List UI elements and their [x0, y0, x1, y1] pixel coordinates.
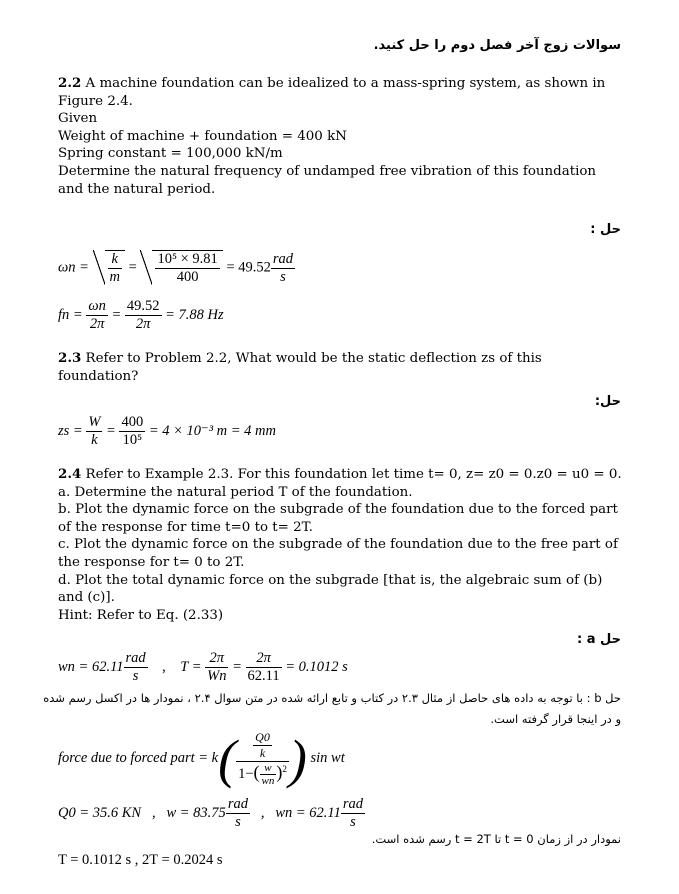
problem-2-3: 2.3 Refer to Problem 2.2, What would be the static deflection zs of this foundation? — [58, 350, 542, 384]
hint: Hint: Refer to Eq. (2.33) — [58, 607, 224, 623]
spring-line: Spring constant = 100,000 kN/m — [58, 146, 283, 162]
problem-2-4: 2.4 Refer to Example 2.3. For this foundation let time t= 0, z= z0 = 0.z0 = u0 = 0. a. Determine the natural period T of the foundation. b. Plot the dynamic force on the subgrade of the foundation due to the forced part of the response for time t=0 to t= 2T. c. Plot the dynamic force on the subgrade of the foundation due to the free part of the response for t= 0 to 2T. d. Plot the total dynamic force on the subgrade [that is, the algebraic sum of (b) and (c)]. Hint: Refer to Eq. (2.33) — [58, 466, 622, 623]
part-a: a. Determine the natural period T of the foundation. — [58, 484, 413, 500]
part-c: c. Plot the dynamic force on the subgrade of the foundation due to the free part of the response for t= 0 to 2T. — [58, 537, 618, 570]
equation-zs: zs = $\frac{W}{k}$ = $\frac{400}{\text{10⁵}}$ = 4 × 10⁻³ m = 4 mm — [58, 414, 276, 448]
solution-b-text: حل b : با توجه به داده های حاصل از مثال ۲.۳ در کتاب و تابع ارائه شده در متن سوال ۲.۴ ، نمودار ها در اکسل رسم شده — [43, 691, 621, 705]
page-header: سوالات زوج آخر فصل دوم را حل کنید. — [373, 38, 621, 53]
weight-line: Weight of machine + foundation = 400 kN — [58, 128, 347, 144]
task-line: Determine the natural frequency of undamped free vibration of this foundation and the natural period. — [58, 163, 597, 197]
equation-fn: fn = $\frac{\omega n}{2\pi}$ = $\frac{49.52}{2\pi}$ = 7.88 Hz — [58, 298, 224, 332]
equation-forced-part: force due to forced part = k( $\frac{Q0}{k}$ 1−( $\frac{w}{wn}$ )$^2$ ) sin wt — [58, 728, 345, 789]
equation-params: Q0 = 35.6 KN , w = 83.75 $\frac{\text{rad}}{s}$ , wn = 62.11 $\frac{\text{rad}}{s}$ — [58, 796, 364, 830]
periods-line: T = 0.1012 s , 2T = 0.2024 s — [58, 852, 223, 868]
solution-a-label: حل a : — [576, 632, 621, 647]
given-label: Given — [58, 111, 98, 127]
solution-b-text-2: و در اینجا قرار گرفته است. — [490, 712, 621, 726]
equation-omega: ωn = $\frac{k}{m}$ = $\frac{\text{10⁵ × 9.81}}{400}$ = 49.52 $\frac{\text{rad}}{s}$ — [58, 250, 294, 285]
plot-note: نمودار در از زمان t = 0 تا t = 2T رسم شده است. — [371, 832, 621, 846]
problem-2-2: 2.2 A machine foundation can be idealized to a mass-spring system, as shown in Figure 2.4. Given Weight of machine + foundation = 400 kN Spring constant = 100,000 kN/m Determine the natural frequency of undamped free vibration of this foundation and the natural period. — [58, 75, 606, 197]
part-d: d. Plot the total dynamic force on the subgrade [that is, the algebraic sum of (b) and (c)]. — [58, 572, 603, 606]
solution-label: حل : — [590, 222, 621, 237]
part-b: b. Plot the dynamic force on the subgrade of the foundation due to the forced part of the response for time t=0 to t= 2T. — [58, 502, 618, 535]
solution-label-2: حل: — [594, 394, 621, 409]
equation-period: wn = 62.11 $\frac{\text{rad}}{s}$ , T = $\frac{2\pi}{Wn}$ = $\frac{2\pi}{62.11}$ = 0.1012 s — [58, 650, 348, 684]
problem-number: 2.2 — [58, 75, 82, 91]
